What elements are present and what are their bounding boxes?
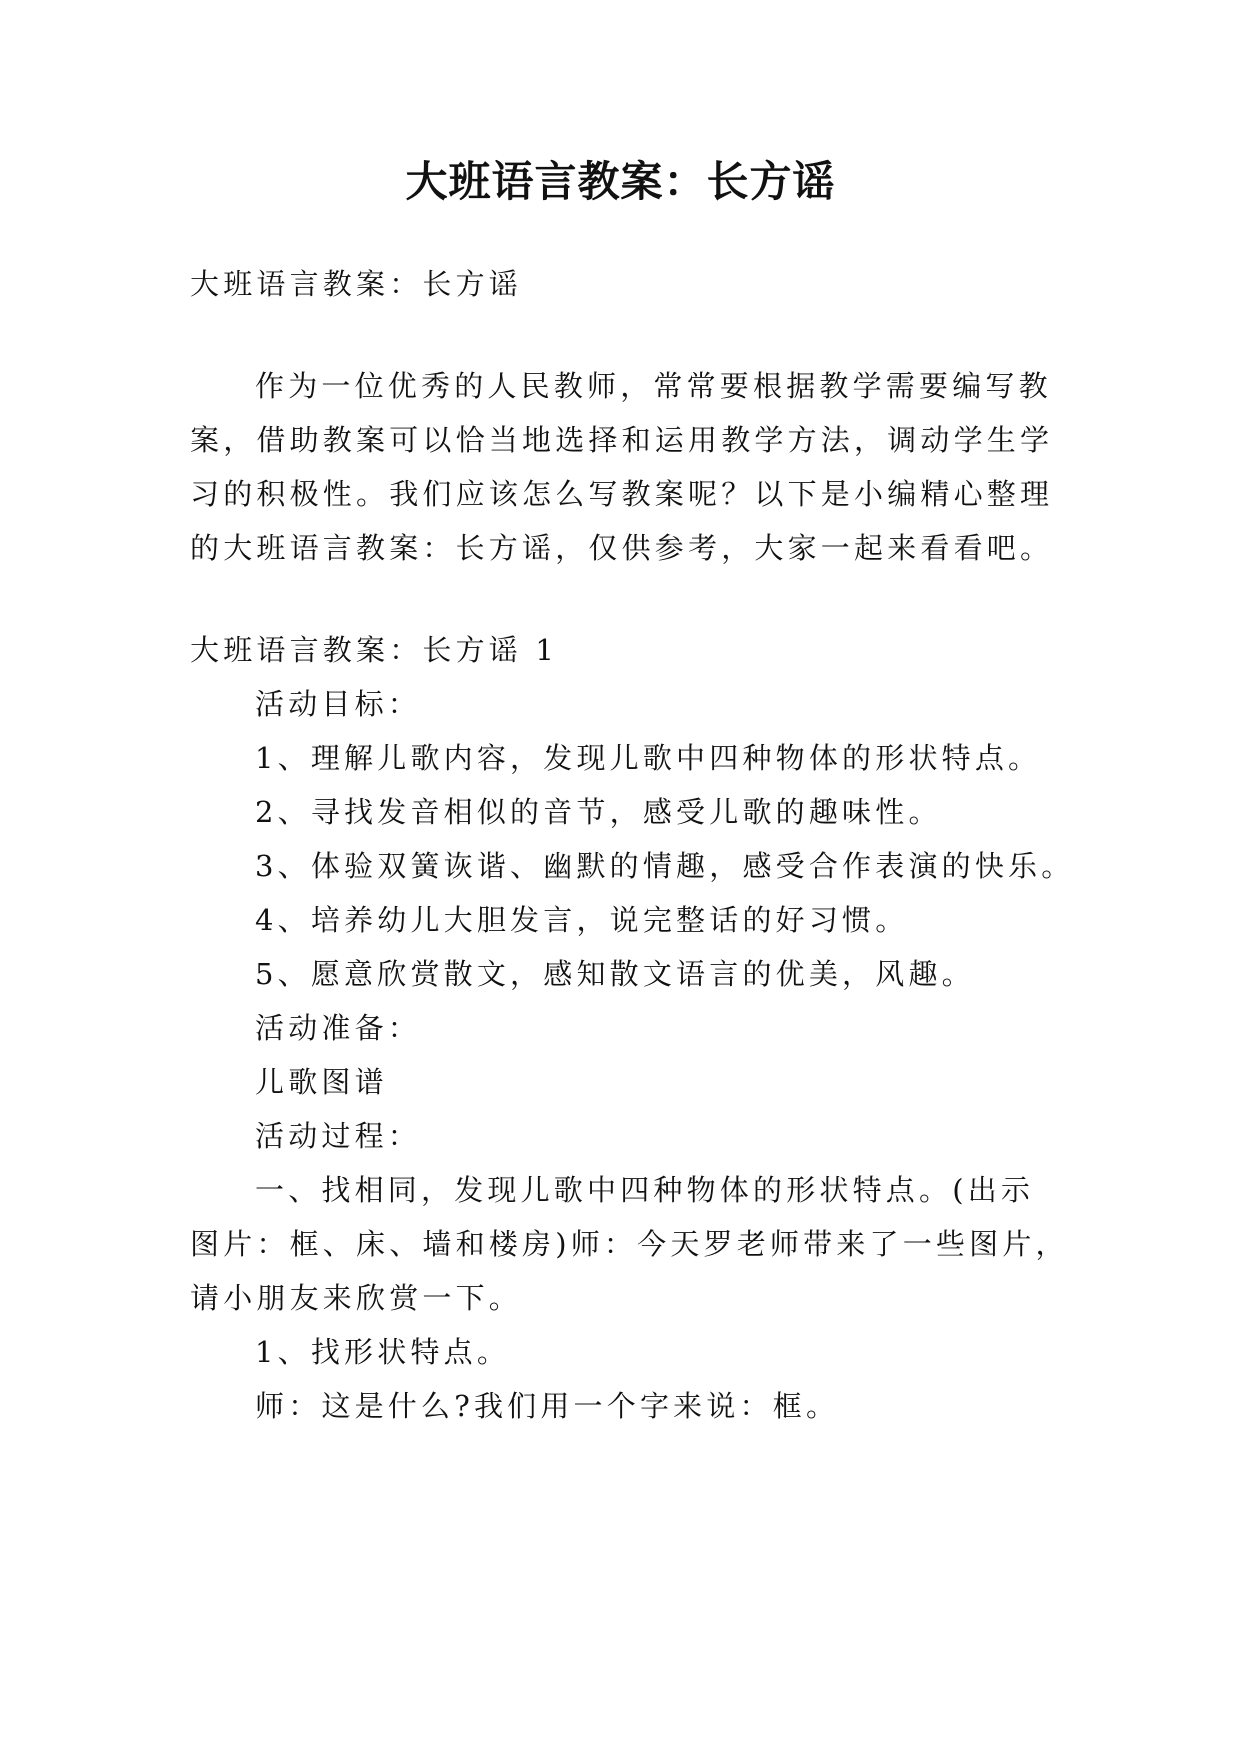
- dialogue-line: 师：这是什么?我们用一个字来说：框。: [255, 1389, 840, 1423]
- goal-item: 2、寻找发音相似的音节，感受儿歌的趣味性。: [255, 795, 942, 829]
- goal-item: 5、愿意欣赏散文，感知散文语言的优美，风趣。: [255, 957, 975, 991]
- goals-label: 活动目标：: [255, 687, 422, 721]
- intro-line: 作为一位优秀的人民教师，常常要根据教学需要编写教: [255, 369, 1052, 403]
- intro-line: 案，借助教案可以恰当地选择和运用教学方法，调动学生学: [190, 423, 1054, 457]
- prep-label: 活动准备：: [255, 1011, 422, 1045]
- intro-line: 习的积极性。我们应该怎么写教案呢？以下是小编精心整理: [190, 477, 1054, 511]
- document-subtitle: 大班语言教案：长方谣: [190, 267, 523, 301]
- goal-item: 3、体验双簧诙谐、幽默的情趣，感受合作表演的快乐。: [255, 849, 1075, 883]
- goal-item: 4、培养幼儿大胆发言，说完整话的好习惯。: [255, 903, 909, 937]
- section-heading: 大班语言教案：长方谣 1: [190, 633, 559, 667]
- step-heading: 1、找形状特点。: [255, 1335, 511, 1369]
- process-line: 一、找相同，发现儿歌中四种物体的形状特点。(出示: [255, 1173, 1035, 1207]
- prep-item: 儿歌图谱: [255, 1065, 388, 1099]
- process-label: 活动过程：: [255, 1119, 422, 1153]
- goal-item: 1、理解儿歌内容，发现儿歌中四种物体的形状特点。: [255, 741, 1042, 775]
- process-line: 图片：框、床、墙和楼房)师：今天罗老师带来了一些图片，: [190, 1227, 1069, 1261]
- process-line: 请小朋友来欣赏一下。: [190, 1281, 523, 1315]
- document-title: 大班语言教案：长方谣: [405, 157, 836, 206]
- intro-line: 的大班语言教案：长方谣，仅供参考，大家一起来看看吧。: [190, 531, 1054, 565]
